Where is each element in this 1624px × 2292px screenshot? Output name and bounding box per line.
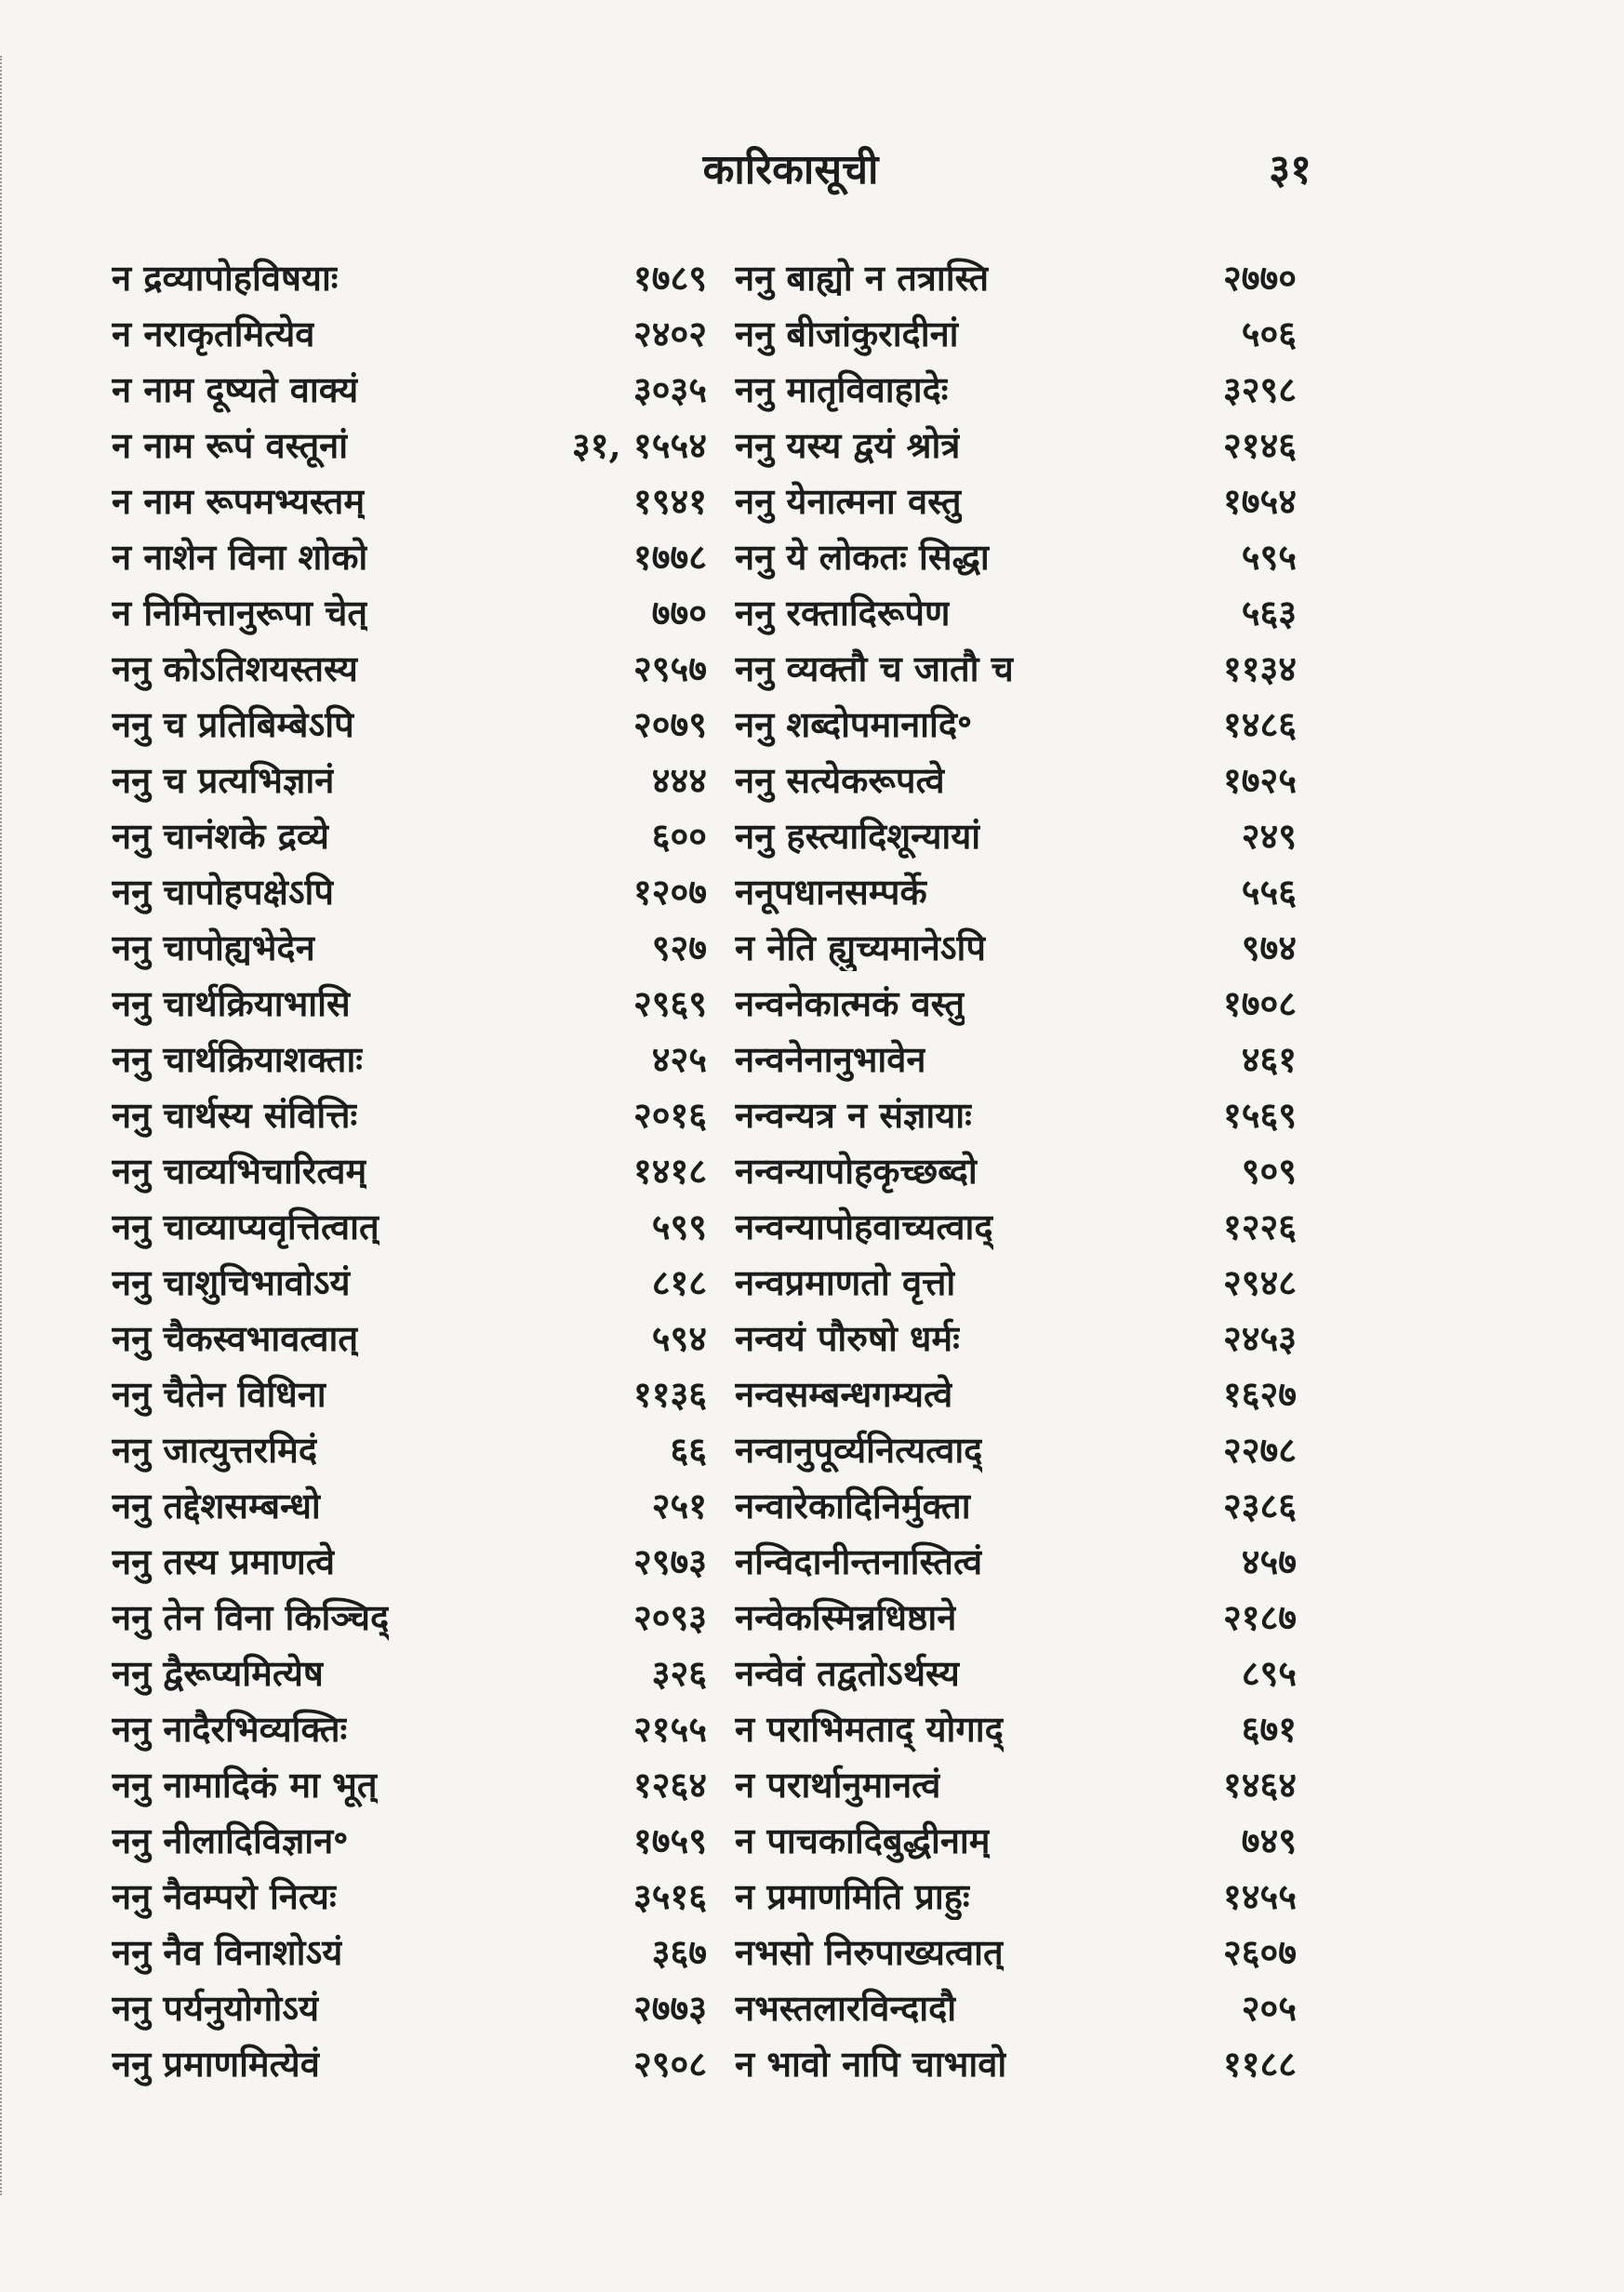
verse-text: नन्वन्यापोहवाच्यत्वाद्: [735, 1206, 993, 1247]
verse-reference: ८१८: [651, 1261, 707, 1303]
index-entry: [112, 417, 707, 473]
verse-text: ननु नैव विनाशोऽयं: [112, 1931, 343, 1973]
index-entry: [735, 1366, 1330, 1421]
verse-text: ननु कोऽतिशयस्तस्य: [112, 647, 358, 689]
verse-text: नन्विदानीन्तनास्तित्वं: [735, 1540, 983, 1582]
index-entry: [735, 1142, 1330, 1198]
verse-text: ननु चैतेन विधिना: [112, 1373, 326, 1415]
verse-reference: ११८८: [1222, 2043, 1297, 2085]
verse-text: ननु चापोह्यभेदेन: [112, 926, 315, 968]
page-edge-mark: [0, 56, 7, 2195]
index-entry: [112, 361, 707, 417]
index-entry: [735, 2035, 1330, 2091]
verse-reference: ९२७: [651, 926, 707, 968]
verse-reference: ६६: [670, 1429, 707, 1471]
index-entry: [735, 807, 1330, 863]
verse-reference: २९०८: [632, 2043, 707, 2085]
verse-text: न नाशेन विना शोको: [112, 536, 368, 578]
verse-text: ननु सत्येकरूपत्वे: [735, 759, 945, 801]
verse-reference: ११३६: [632, 1373, 707, 1415]
index-entry: [735, 1812, 1330, 1868]
index-entry: [735, 919, 1330, 975]
verse-reference: ३०३५: [632, 368, 707, 410]
verse-text: ननु तेन विना किञ्चिद्: [112, 1596, 390, 1638]
left-column: [112, 249, 707, 2091]
index-entry: [735, 1756, 1330, 1812]
index-entry: [112, 1254, 707, 1310]
verse-reference: २७७०: [1222, 257, 1297, 299]
verse-text: ननु नामादिकं मा भूत्: [112, 1764, 378, 1806]
verse-reference: १२२६: [1222, 1206, 1297, 1247]
verse-reference: ५६३: [1241, 592, 1297, 633]
index-entry: [112, 1756, 707, 1812]
index-entry: [735, 1589, 1330, 1645]
verse-reference: २९५७: [632, 647, 707, 689]
index-entry: [735, 1310, 1330, 1366]
index-entry: [112, 2035, 707, 2091]
verse-reference: २१५५: [632, 1708, 707, 1750]
index-entry: [735, 249, 1330, 305]
index-entry: [112, 1645, 707, 1700]
index-entry: [112, 1924, 707, 1979]
index-entry: [735, 305, 1330, 361]
verse-reference: १७७८: [632, 536, 707, 578]
verse-reference: २१८७: [1222, 1596, 1297, 1638]
verse-reference: १६२७: [1222, 1373, 1297, 1415]
index-entry: [735, 1086, 1330, 1142]
verse-reference: २९४८: [1222, 1261, 1297, 1303]
index-entry: [735, 863, 1330, 919]
verse-reference: २५१: [651, 1485, 707, 1526]
verse-text: न नेति ह्युच्यमानेऽपि: [735, 926, 986, 968]
verse-text: ननु नीलादिविज्ञान॰: [112, 1819, 349, 1861]
verse-reference: २४९: [1241, 815, 1297, 857]
index-entry: [735, 1421, 1330, 1477]
verse-text: नन्वन्यापोहकृच्छब्दो: [735, 1150, 978, 1192]
verse-text: ननु येनात्मना वस्तु: [735, 480, 962, 522]
index-entry: [112, 1589, 707, 1645]
verse-text: ननु हस्त्यादिशून्यायां: [735, 815, 981, 857]
index-entry: [735, 1198, 1330, 1254]
verse-reference: ४५७: [1241, 1540, 1297, 1582]
verse-text: ननु मातृविवाहादेः: [735, 368, 949, 410]
verse-text: ननु चार्थक्रियाभासि: [112, 982, 351, 1024]
verse-reference: ५०६: [1241, 313, 1297, 354]
verse-text: न द्रव्यापोहविषयाः: [112, 257, 339, 299]
verse-text: न परार्थानुमानत्वं: [735, 1764, 941, 1806]
index-entry: [735, 584, 1330, 640]
index-entry: [112, 919, 707, 975]
page-title: कारिकासूची: [702, 146, 879, 193]
verse-text: नन्वेकस्मिन्नधिष्ठाने: [735, 1596, 957, 1638]
index-entry: [735, 528, 1330, 584]
verse-reference: १७५९: [632, 1819, 707, 1861]
verse-text: ननु चाव्यभिचारित्वम्: [112, 1150, 367, 1192]
index-entry: [112, 696, 707, 752]
verse-text: ननु तद्देशसम्बन्धो: [112, 1485, 321, 1526]
verse-text: ननु शब्दोपमानादि॰: [735, 703, 973, 745]
verse-reference: १७०८: [1222, 982, 1297, 1024]
verse-reference: १५६९: [1222, 1094, 1297, 1136]
index-entry: [112, 1477, 707, 1533]
verse-text: नन्वानुपूर्व्यनित्यत्वाद्: [735, 1429, 983, 1471]
verse-text: न निमित्तानुरूपा चेत्: [112, 592, 367, 633]
verse-reference: ७४९: [1241, 1819, 1297, 1861]
verse-reference: २२७८: [1222, 1429, 1297, 1471]
verse-reference: २९६९: [632, 982, 707, 1024]
page-number: ३१: [1269, 146, 1311, 193]
verse-text: नभस्तलारविन्दादौ: [735, 1987, 957, 2029]
verse-reference: २०१६: [632, 1094, 707, 1136]
verse-reference: १२०७: [632, 871, 707, 913]
verse-text: ननु बाह्यो न तत्रास्ति: [735, 257, 990, 299]
index-entry: [735, 1477, 1330, 1533]
verse-reference: २३८६: [1222, 1485, 1297, 1526]
index-entry: [735, 1924, 1330, 1979]
index-entry: [735, 640, 1330, 696]
index-entry: [112, 640, 707, 696]
verse-reference: २४५३: [1222, 1317, 1297, 1359]
verse-text: न पराभिमताद् योगाद्: [735, 1708, 1004, 1750]
verse-text: ननु ये लोकतः सिद्धा: [735, 536, 990, 578]
verse-reference: २०५: [1241, 1987, 1297, 2029]
verse-text: नन्वसम्बन्धगम्यत्वे: [735, 1373, 953, 1415]
verse-text: ननु व्यक्तौ च जातौ च: [735, 647, 1014, 689]
verse-text: ननु च प्रत्यभिज्ञानं: [112, 759, 335, 801]
verse-text: नभसो निरुपाख्यत्वात्: [735, 1931, 1004, 1973]
verse-text: नन्वनेनानुभावेन: [735, 1038, 926, 1080]
index-entry: [735, 1031, 1330, 1086]
verse-text: ननु रक्तादिरूपेण: [735, 592, 951, 633]
verse-reference: ५९४: [651, 1317, 707, 1359]
index-entry: [112, 807, 707, 863]
verse-reference: २७७३: [632, 1987, 707, 2029]
verse-reference: ३२६: [651, 1652, 707, 1694]
index-entry: [112, 473, 707, 528]
verse-reference: ११३४: [1222, 647, 1297, 689]
verse-reference: २०९३: [632, 1596, 707, 1638]
verse-reference: ३२९८: [1222, 368, 1297, 410]
verse-text: ननु तस्य प्रमाणत्वे: [112, 1540, 335, 1582]
index-entry: [112, 584, 707, 640]
index-entry: [735, 1645, 1330, 1700]
verse-text: ननु चानंशके द्रव्ये: [112, 815, 329, 857]
index-entry: [735, 1979, 1330, 2035]
page-header: [0, 140, 1624, 205]
verse-reference: १२६४: [632, 1764, 707, 1806]
verse-text: ननु चार्थस्य संवित्तिः: [112, 1094, 358, 1136]
verse-reference: ८९५: [1241, 1652, 1297, 1694]
index-entry: [112, 305, 707, 361]
index-entry: [735, 975, 1330, 1031]
index-entry: [112, 1700, 707, 1756]
index-entry: [112, 752, 707, 807]
verse-text: ननु प्रमाणमित्येवं: [112, 2043, 320, 2085]
verse-text: ननु नैवम्परो नित्यः: [112, 1875, 337, 1917]
index-entry: [112, 1979, 707, 2035]
index-entry: [735, 361, 1330, 417]
verse-text: ननु जात्युत्तरमिदं: [112, 1429, 318, 1471]
index-entry: [112, 528, 707, 584]
verse-reference: १४१८: [632, 1150, 707, 1192]
verse-reference: २०७९: [632, 703, 707, 745]
verse-reference: ९०९: [1241, 1150, 1297, 1192]
verse-reference: २६०७: [1222, 1931, 1297, 1973]
verse-reference: ९७४: [1241, 926, 1297, 968]
verse-reference: १४५५: [1222, 1875, 1297, 1917]
index-entry: [112, 1868, 707, 1924]
verse-reference: २४०२: [632, 313, 707, 354]
index-entry: [112, 249, 707, 305]
verse-reference: ५९५: [1241, 536, 1297, 578]
index-entry: [112, 1533, 707, 1589]
verse-reference: १९४१: [632, 480, 707, 522]
index-entry: [112, 1031, 707, 1086]
verse-text: नन्वप्रमाणतो वृत्तो: [735, 1261, 956, 1303]
index-entry: [112, 863, 707, 919]
verse-text: ननु पर्यनुयोगोऽयं: [112, 1987, 320, 2029]
index-entry: [735, 1700, 1330, 1756]
index-entry: [735, 1254, 1330, 1310]
verse-reference: ३५१६: [632, 1875, 707, 1917]
index-entry: [735, 696, 1330, 752]
verse-reference: १४८६: [1222, 703, 1297, 745]
verse-reference: ५९९: [651, 1206, 707, 1247]
verse-text: ननु च प्रतिबिम्बेऽपि: [112, 703, 354, 745]
verse-reference: ६००: [651, 815, 707, 857]
right-column: [735, 249, 1330, 2091]
index-entry: [735, 417, 1330, 473]
verse-text: न पाचकादिबुद्धीनाम्: [735, 1819, 991, 1861]
verse-reference: ५५६: [1241, 871, 1297, 913]
verse-text: नन्वारेकादिनिर्मुक्ता: [735, 1485, 971, 1526]
index-entry: [112, 1812, 707, 1868]
index-entry: [112, 1198, 707, 1254]
verse-text: न नाम रूपं वस्तूनां: [112, 424, 349, 466]
verse-reference: ३१, १५५४: [571, 424, 707, 466]
index-entry: [735, 473, 1330, 528]
index-entry: [735, 1533, 1330, 1589]
verse-text: ननूपधानसम्पर्के: [735, 871, 927, 913]
verse-text: ननु बीजांकुरादीनां: [735, 313, 959, 354]
index-entry: [112, 1366, 707, 1421]
index-entry: [112, 975, 707, 1031]
verse-reference: १४६४: [1222, 1764, 1297, 1806]
verse-reference: ६७१: [1241, 1708, 1297, 1750]
verse-reference: ४२५: [651, 1038, 707, 1080]
verse-reference: १७२५: [1222, 759, 1297, 801]
verse-reference: ४६१: [1241, 1038, 1297, 1080]
verse-reference: ४४४: [651, 759, 707, 801]
verse-reference: १७८९: [632, 257, 707, 299]
index-entry: [112, 1086, 707, 1142]
verse-text: ननु चापोहपक्षेऽपि: [112, 871, 334, 913]
verse-text: ननु द्वैरूप्यमित्येष: [112, 1652, 324, 1694]
verse-text: नन्वेवं तद्वतोऽर्थस्य: [735, 1652, 960, 1694]
verse-text: ननु यस्य द्वयं श्रोत्रं: [735, 424, 961, 466]
verse-text: नन्वन्यत्र न संज्ञायाः: [735, 1094, 972, 1136]
verse-text: नन्वयं पौरुषो धर्मः: [735, 1317, 960, 1359]
verse-text: ननु चाशुचिभावोऽयं: [112, 1261, 351, 1303]
verse-text: नन्वनेकात्मकं वस्तु: [735, 982, 965, 1024]
verse-reference: ३६७: [651, 1931, 707, 1973]
verse-text: न नाम रूपमभ्यस्तम्: [112, 480, 366, 522]
verse-reference: ७७०: [651, 592, 707, 633]
verse-text: न प्रमाणमिति प्राहुः: [735, 1875, 970, 1917]
verse-reference: २१४६: [1222, 424, 1297, 466]
verse-text: न भावो नापि चाभावो: [735, 2043, 1007, 2085]
index-entry: [112, 1421, 707, 1477]
verse-text: न नाम दूष्यते वाक्यं: [112, 368, 359, 410]
index-entry: [112, 1310, 707, 1366]
index-entry: [112, 1142, 707, 1198]
verse-reference: १७५४: [1222, 480, 1297, 522]
index-entry: [735, 752, 1330, 807]
verse-text: ननु चैकस्वभावत्वात्: [112, 1317, 359, 1359]
verse-text: न नराकृतमित्येव: [112, 313, 315, 354]
verse-reference: २९७३: [632, 1540, 707, 1582]
verse-text: ननु चाव्याप्यवृत्तित्वात्: [112, 1206, 379, 1247]
verse-text: ननु नादैरभिव्यक्तिः: [112, 1708, 348, 1750]
index-entry: [735, 1868, 1330, 1924]
verse-text: ननु चार्थक्रियाशक्ताः: [112, 1038, 363, 1080]
